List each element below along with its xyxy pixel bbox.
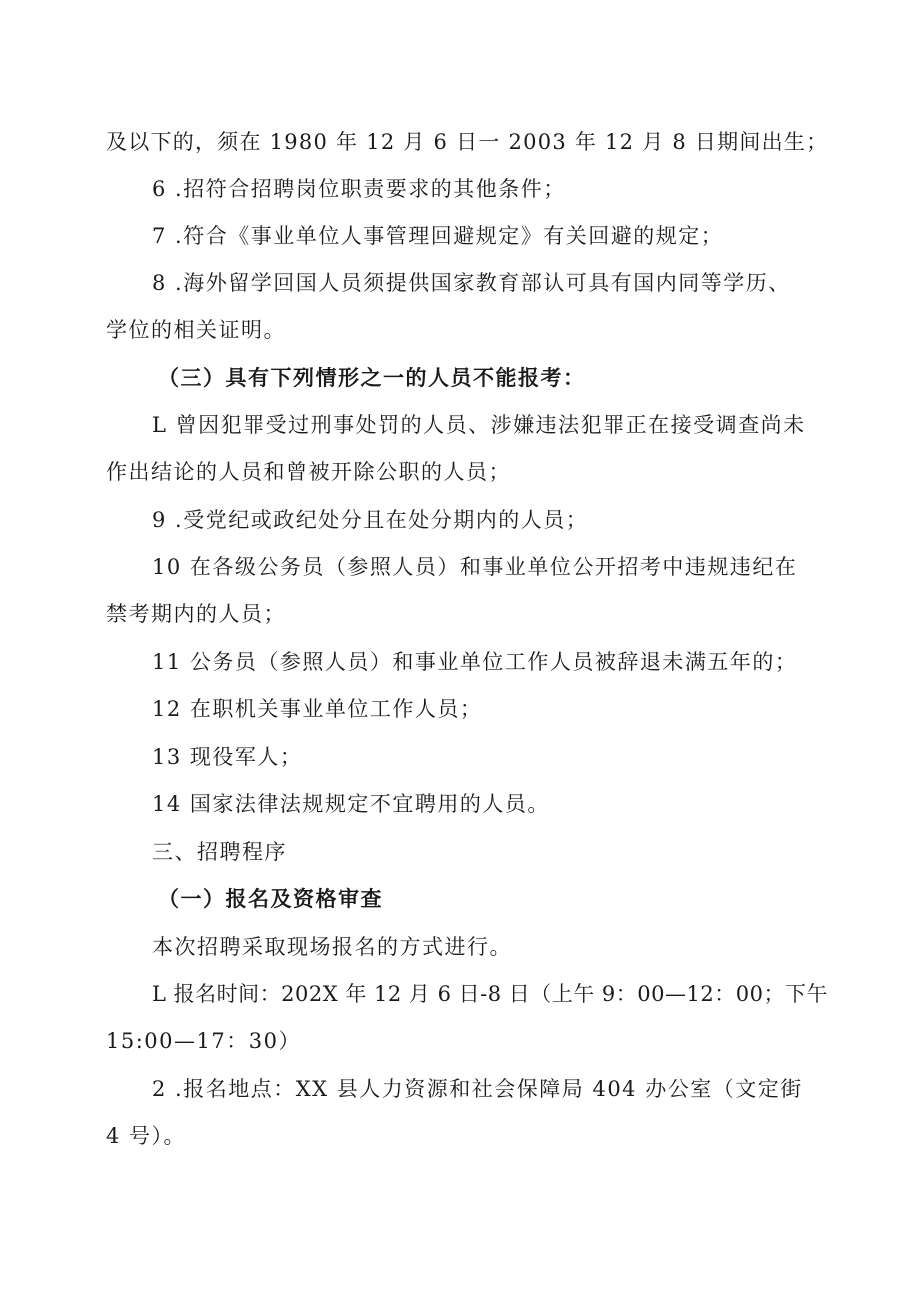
registration-location-continued: 4 号）。: [106, 1124, 187, 1148]
list-item-6: 6 .招符合招聘岗位职责要求的其他条件；: [152, 177, 566, 201]
registration-intro: 本次招聘采取现场报名的方式进行。: [152, 935, 512, 959]
list-item-8-continued: 学位的相关证明。: [106, 318, 286, 342]
list-item-8: 8 .海外留学回国人员须提供国家教育部认可具有国内同等学历、: [152, 271, 791, 295]
exclusion-item-11: 11 公务员（参照人员）和事业单位工作人员被辞退未满五年的；: [152, 650, 798, 674]
exclusion-item-12: 12 在职机关事业单位工作人员；: [152, 697, 483, 721]
exclusion-item-1: L 曾因犯罪受过刑事处罚的人员、涉嫌违法犯罪正在接受调查尚未: [152, 413, 806, 437]
section-heading-procedure: 三、招聘程序: [152, 840, 287, 864]
exclusion-item-9: 9 .受党纪或政纪处分且在处分期内的人员；: [152, 508, 589, 532]
exclusion-item-1-continued: 作出结论的人员和曾被开除公职的人员；: [106, 460, 511, 484]
registration-time-continued: 15:00—17：30）: [106, 1029, 301, 1053]
exclusion-item-14: 14 国家法律法规规定不宜聘用的人员。: [152, 792, 550, 816]
list-item-7: 7 .符合《事业单位人事管理回避规定》有关回避的规定；: [152, 224, 724, 248]
section-heading-exclusions: （三）具有下列情形之一的人员不能报考：: [158, 365, 586, 390]
exclusion-item-10-continued: 禁考期内的人员；: [106, 602, 286, 626]
registration-location: 2 .报名地点：XX 县人力资源和社会保障局 404 办公室（文定街: [152, 1077, 803, 1101]
exclusion-item-13: 13 现役军人；: [152, 745, 303, 769]
registration-time: L 报名时间：202X 年 12 月 6 日-8 日（上午 9：00—12：00；下午: [152, 982, 828, 1006]
text-line-birth-range: 及以下的，须在 1980 年 12 月 6 日一 2003 年 12 月 8 日期间出生；: [106, 130, 829, 154]
exclusion-item-10: 10 在各级公务员（参照人员）和事业单位公开招考中违规违纪在: [152, 555, 798, 579]
subsection-heading-registration: （一）报名及资格审查: [158, 886, 383, 911]
